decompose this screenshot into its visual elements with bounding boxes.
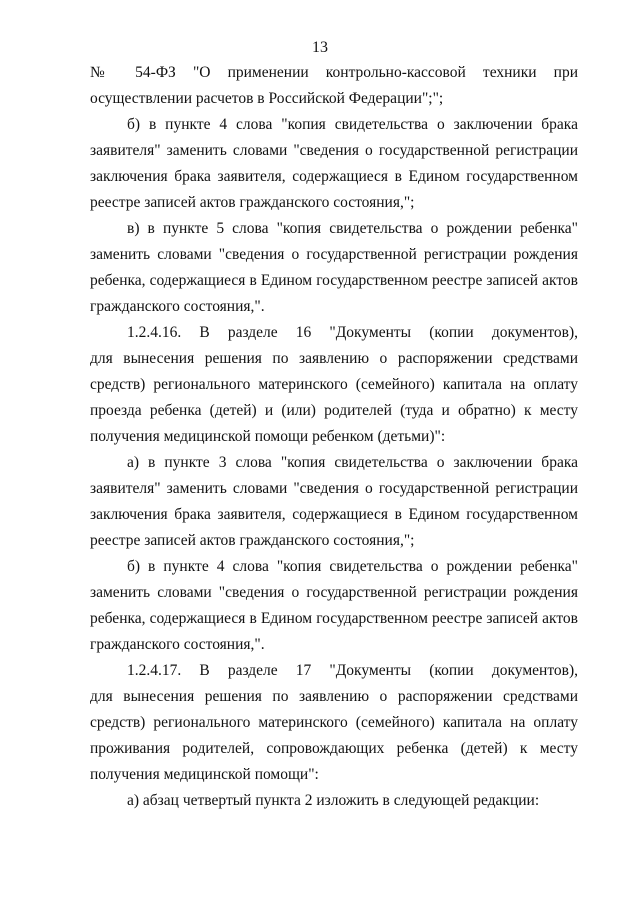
text-line: б) в пункте 4 слова "копия свидетельства о рождении ребенка" [127,558,578,575]
text-line: 1.2.4.16. В разделе 16 "Документы (копии документов), [127,324,578,341]
text-line: гражданского состояния,". [90,298,265,315]
text-line: 1.2.4.17. В разделе 17 "Документы (копии документов), [127,662,578,679]
text-line: а) в пункте 3 слова "копия свидетельства о заключении брака [127,454,578,471]
text-line: б) в пункте 4 слова "копия свидетельства о заключении брака [127,116,578,133]
text-line: заключения брака заявителя, содержащиеся в Едином государственном [90,506,578,523]
text-line: получения медицинской помощи ребенком (детьми)": [90,428,446,445]
text-line: заявителя" заменить словами "сведения о государственной регистрации [90,142,578,159]
paragraph [90,788,578,814]
paragraph [90,112,578,216]
page-number: 13 [312,39,328,56]
text-line: ребенка, содержащиеся в Едином государственном реестре записей актов [90,610,578,627]
text-line: № 54-ФЗ "О применении контрольно-кассовой техники при [90,64,578,81]
text-line: проживания родителей, сопровождающих ребенка (детей) к месту [90,740,578,757]
text-line: для вынесения решения по заявлению о распоряжении средствами [90,688,578,705]
text-line: в) в пункте 5 слова "копия свидетельства о рождении ребенка" [127,220,578,237]
text-line: для вынесения решения по заявлению о распоряжении средствами [90,350,578,367]
text-line: заключения брака заявителя, содержащиеся в Едином государственном [90,168,578,185]
paragraph [90,554,578,658]
text-line: средств) регионального материнского (семейного) капитала на оплату [90,376,578,393]
text-line: реестре записей актов гражданского состояния,"; [90,194,415,211]
document-body [90,60,578,814]
text-line: гражданского состояния,". [90,636,265,653]
paragraph [90,658,578,788]
text-line: осуществлении расчетов в Российской Федерации";"; [90,90,444,107]
paragraph [90,450,578,554]
text-line: средств) регионального материнского (семейного) капитала на оплату [90,714,578,731]
paragraph [90,216,578,320]
paragraph [90,320,578,450]
text-line: заменить словами "сведения о государственной регистрации рождения [90,246,578,263]
text-line: получения медицинской помощи": [90,766,319,783]
text-line: заменить словами "сведения о государственной регистрации рождения [90,584,578,601]
paragraph [90,60,578,112]
text-line: заявителя" заменить словами "сведения о государственной регистрации [90,480,578,497]
text-line: а) абзац четвертый пункта 2 изложить в следующей редакции: [127,792,540,809]
text-line: ребенка, содержащиеся в Едином государственном реестре записей актов [90,272,578,289]
text-line: проезда ребенка (детей) и (или) родителей (туда и обратно) к месту [90,402,578,419]
text-line: реестре записей актов гражданского состояния,"; [90,532,415,549]
